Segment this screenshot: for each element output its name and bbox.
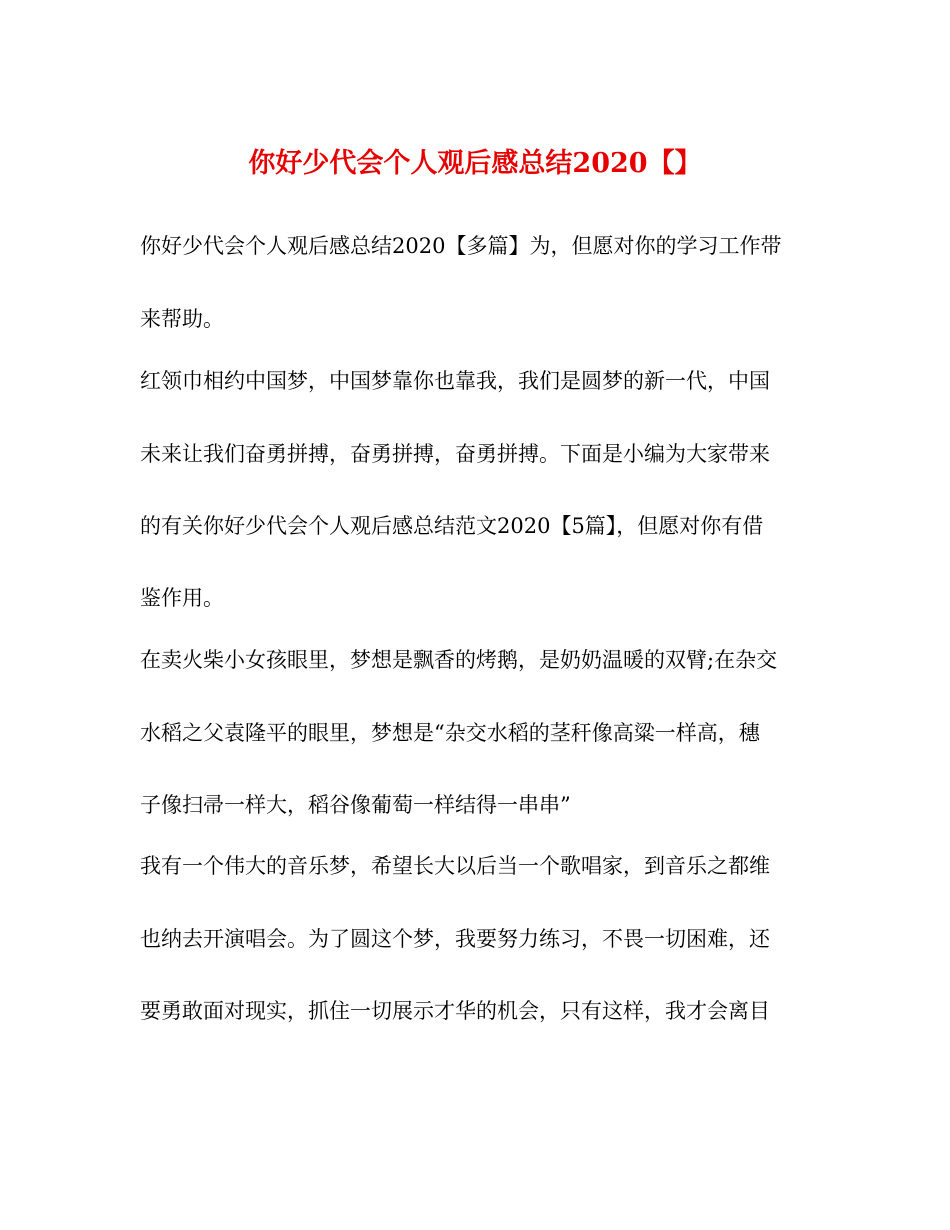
body-line: 未来让我们奋勇拼搏，奋勇拼搏，奋勇拼搏。下面是小编为大家带来	[140, 442, 770, 466]
body-line: 红领巾相约中国梦，中国梦靠你也靠我，我们是圆梦的新一代，中国	[140, 369, 770, 393]
body-line: 你好少代会个人观后感总结2020【多篇】为，但愿对你的学习工作带	[140, 234, 782, 258]
body-line: 我有一个伟大的音乐梦，希望长大以后当一个歌唱家，到音乐之都维	[140, 854, 770, 878]
document-title: 你好少代会个人观后感总结2020【】	[248, 148, 702, 179]
body-line: 子像扫帚一样大，稻谷像葡萄一样结得一串串”	[140, 793, 571, 817]
body-line: 在卖火柴小女孩眼里，梦想是飘香的烤鹅，是奶奶温暖的双臂;在杂交	[140, 648, 778, 672]
body-line: 鉴作用。	[140, 586, 224, 610]
body-line: 的有关你好少代会个人观后感总结范文2020【5篇】，但愿对你有借	[140, 514, 764, 538]
body-line: 来帮助。	[140, 307, 224, 331]
body-line: 要勇敢面对现实，抓住一切展示才华的机会，只有这样，我才会离目	[140, 999, 770, 1023]
body-line: 水稻之父袁隆平的眼里，梦想是“杂交水稻的茎秆像高粱一样高，穗	[140, 721, 760, 745]
body-line: 也纳去开演唱会。为了圆这个梦，我要努力练习，不畏一切困难，还	[140, 927, 770, 951]
